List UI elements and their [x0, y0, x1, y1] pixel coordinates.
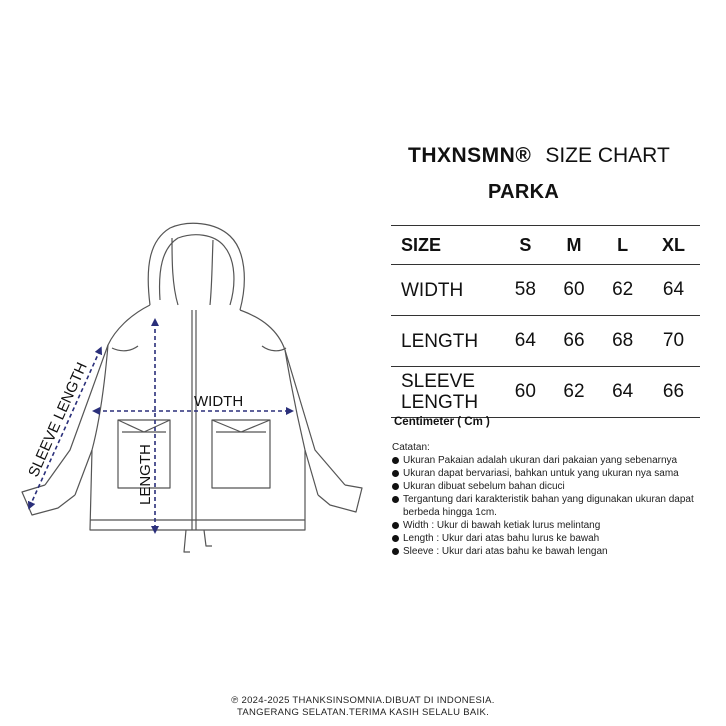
table-header-row: [391, 226, 700, 265]
row-label: WIDTH: [391, 265, 501, 316]
table-cell: 62: [550, 367, 599, 418]
notes-heading: Catatan:: [392, 442, 430, 453]
bullet-icon: [392, 535, 399, 542]
table-cell: 66: [550, 316, 599, 367]
size-col-header: XL: [647, 226, 700, 265]
sleeve-length-arrow: [30, 350, 100, 506]
list-item: [392, 493, 712, 519]
size-chart-label: SIZE CHART: [545, 144, 670, 167]
list-item: [392, 532, 712, 545]
table-cell: 60: [550, 265, 599, 316]
note-text: Ukuran dapat bervariasi, bahkan untuk yang ukuran nya sama: [403, 468, 679, 479]
row-label: LENGTH: [391, 316, 501, 367]
list-item: [392, 545, 712, 558]
table-cell: 70: [647, 316, 700, 367]
brand-name: THXNSMN®: [408, 144, 532, 167]
row-label-line: LENGTH: [401, 392, 479, 413]
size-table: [391, 225, 700, 418]
bullet-icon: [392, 522, 399, 529]
table-cell: 64: [647, 265, 700, 316]
row-label: [391, 367, 501, 418]
size-header: SIZE: [391, 226, 501, 265]
bullet-icon: [392, 457, 399, 464]
footer-line: ℗ 2024-2025 THANKSINSOMNIA.DIBUAT DI INDONESIA.: [231, 695, 495, 706]
note-text: Ukuran Pakaian adalah ukuran dari pakaian yang sebenarnya: [403, 455, 678, 466]
table-row: [391, 265, 700, 316]
table-cell: 66: [647, 367, 700, 418]
size-col-header: L: [598, 226, 647, 265]
notes-section: [392, 441, 712, 558]
bullet-icon: [392, 483, 399, 490]
notes-list: [392, 454, 712, 558]
table-cell: 58: [501, 265, 550, 316]
size-col-header: M: [550, 226, 599, 265]
list-item: [392, 519, 712, 532]
table-cell: 62: [598, 265, 647, 316]
bullet-icon: [392, 470, 399, 477]
footer-line: TANGERANG SELATAN.TERIMA KASIH SELALU BAIK.: [236, 707, 490, 718]
footer: [0, 695, 726, 719]
measurement-lines: [30, 322, 290, 530]
chart-title: [408, 144, 708, 168]
list-item: [392, 467, 712, 480]
table-row: [391, 316, 700, 367]
list-item: [392, 454, 712, 467]
note-text: Ukuran dibuat sebelum bahan dicuci: [403, 481, 565, 492]
table-cell: 68: [598, 316, 647, 367]
bullet-icon: [392, 548, 399, 555]
sleeve-length-label: SLEEVE LENGTH: [25, 359, 91, 480]
note-text: Length : Ukur dari atas bahu lurus ke bawah: [403, 533, 600, 544]
bullet-icon: [392, 496, 399, 503]
row-label-line: SLEEVE: [401, 371, 475, 392]
product-name: PARKA: [488, 181, 560, 203]
note-text: Tergantung dari karakteristik bahan yang digunakan ukuran dapat berbeda hingga 1cm.: [403, 494, 694, 518]
table-cell: 64: [501, 316, 550, 367]
table-cell: 60: [501, 367, 550, 418]
unit-note: Centimeter ( Cm ): [394, 416, 490, 428]
note-text: Sleeve : Ukur dari atas bahu ke bawah lengan: [403, 546, 608, 557]
size-col-header: S: [501, 226, 550, 265]
length-label: LENGTH: [137, 444, 154, 505]
width-label: WIDTH: [194, 393, 244, 410]
table-cell: 64: [598, 367, 647, 418]
table-row: [391, 367, 700, 418]
note-text: Width : Ukur di bawah ketiak lurus melintang: [403, 520, 601, 531]
list-item: [392, 480, 712, 493]
